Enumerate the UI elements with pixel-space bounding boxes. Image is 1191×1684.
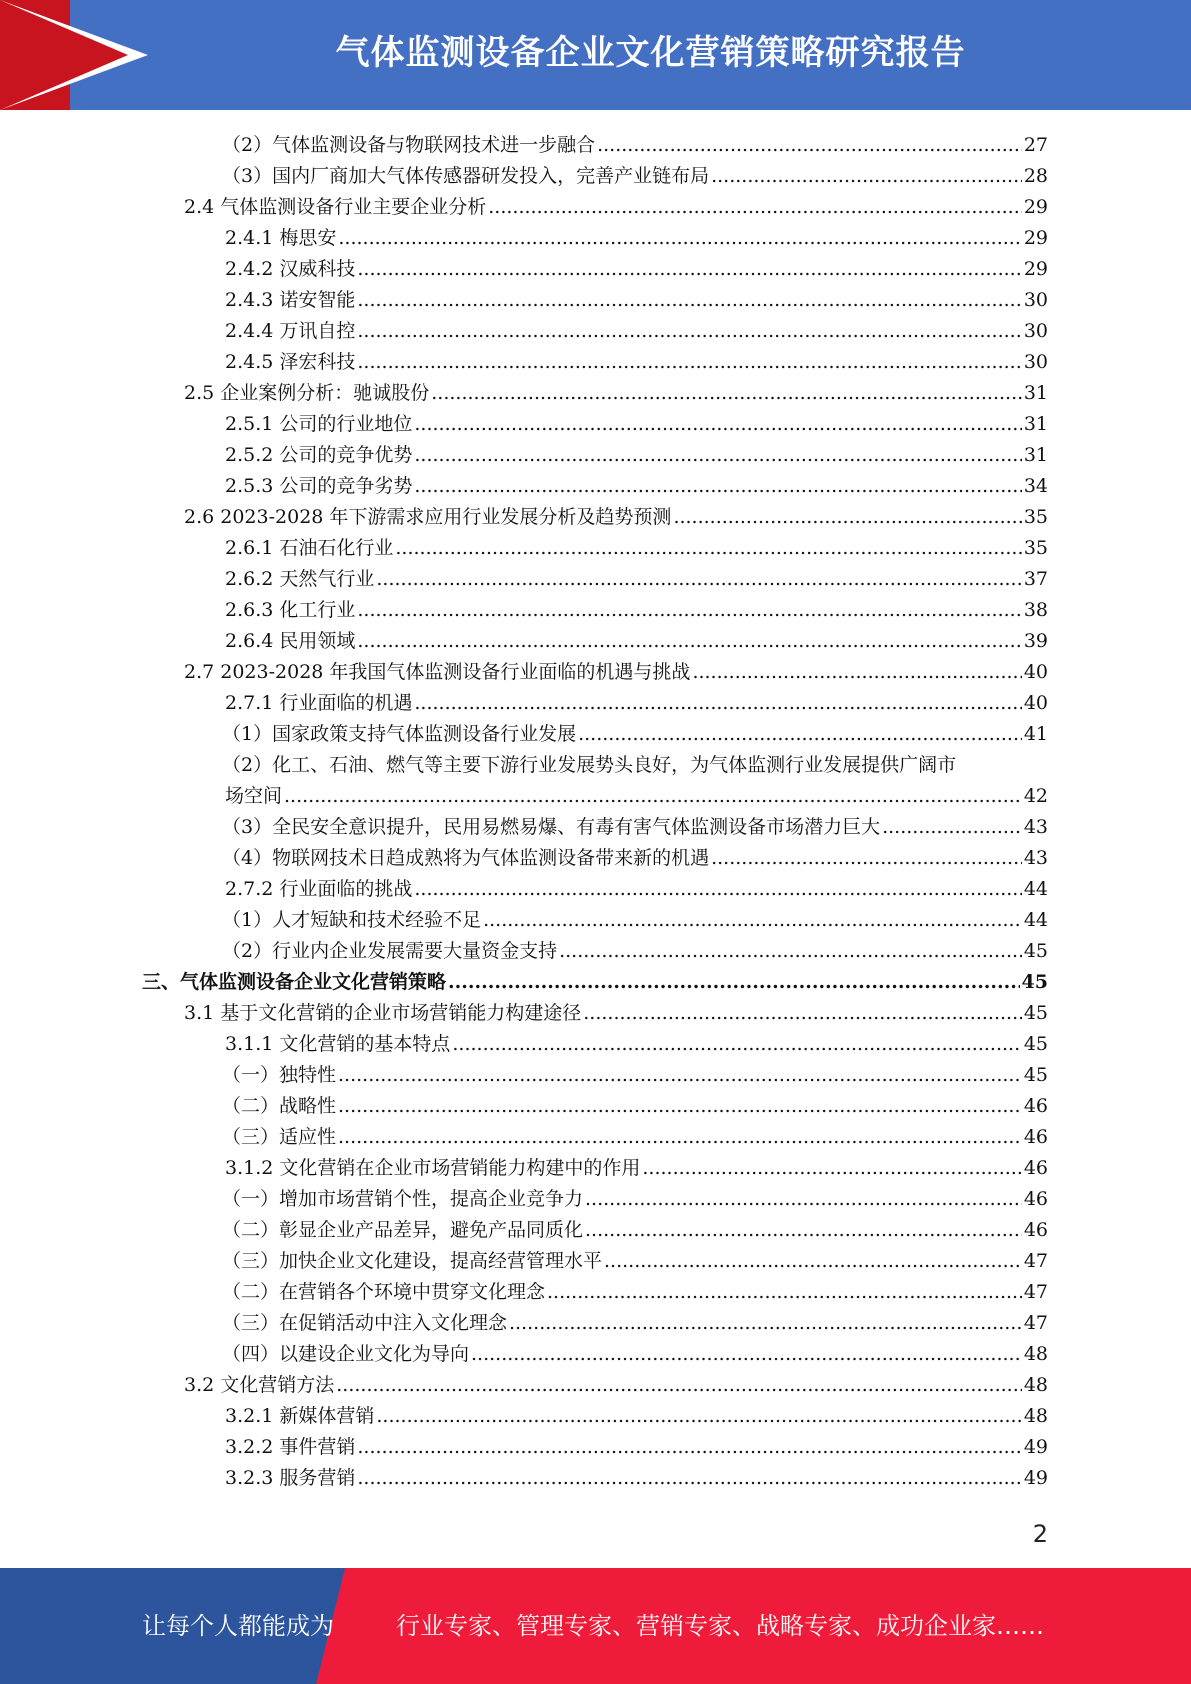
toc-leader xyxy=(357,350,1021,374)
toc-entry[interactable] xyxy=(222,808,1048,839)
toc-entry-label: （四）以建设企业文化为导向 xyxy=(222,1343,470,1365)
toc-entry-label: 2.6.2 天然气行业 xyxy=(225,568,375,590)
toc-entry-page: 46 xyxy=(1023,1126,1048,1148)
toc-leader xyxy=(376,1404,1021,1428)
toc-entry[interactable] xyxy=(225,250,1048,281)
toc-entry-label: （4）物联网技术日趋成熟将为气体监测设备带来新的机遇 xyxy=(222,847,710,869)
toc-entry-label: （二）战略性 xyxy=(222,1095,337,1117)
toc-entry[interactable] xyxy=(225,1025,1048,1056)
toc-entry-page: 42 xyxy=(1023,785,1048,807)
toc-entry-label: （一）增加市场营销个性，提高企业竞争力 xyxy=(222,1188,584,1210)
toc-entry-page: 27 xyxy=(1023,134,1048,156)
toc-entry[interactable] xyxy=(222,932,1048,963)
toc-entry[interactable] xyxy=(222,1211,1048,1242)
toc-entry-page: 29 xyxy=(1023,258,1048,280)
footer-slogan-right: 行业专家、管理专家、营销专家、战略专家、成功企业家…… xyxy=(396,1612,1044,1640)
toc-entry-page: 47 xyxy=(1023,1281,1048,1303)
toc-entry[interactable] xyxy=(222,1118,1048,1149)
toc-entry-page: 49 xyxy=(1023,1467,1048,1489)
toc-leader xyxy=(488,195,1022,219)
toc-entry-label: 2.7.1 行业面临的机遇 xyxy=(225,692,413,714)
toc-entry[interactable] xyxy=(225,591,1048,622)
toc-entry[interactable] xyxy=(184,188,1048,219)
toc-entry-label: 2.4.5 泽宏科技 xyxy=(225,351,356,373)
toc-entry-page: 40 xyxy=(1023,661,1048,683)
toc-leader xyxy=(336,1373,1022,1397)
toc-entry-label: 2.4.2 汉威科技 xyxy=(225,258,356,280)
toc-entry-label: （三）在促销活动中注入文化理念 xyxy=(222,1312,508,1334)
toc-leader xyxy=(642,1156,1021,1180)
toc-entry[interactable] xyxy=(225,870,1048,901)
toc-entry-page: 45 xyxy=(1023,1002,1048,1024)
toc-entry[interactable] xyxy=(225,312,1048,343)
toc-entry-label: 2.5 企业案例分析：驰诚股份 xyxy=(184,382,430,404)
page-number: 2 xyxy=(1032,1520,1048,1548)
toc-entry-page: 41 xyxy=(1023,723,1048,745)
toc-leader xyxy=(414,474,1021,498)
page-header xyxy=(0,0,1191,110)
toc-entry-label: 3.2.3 服务营销 xyxy=(225,1467,356,1489)
toc-entry-label: 2.4.3 诺安智能 xyxy=(225,289,356,311)
toc-chapter-entry[interactable] xyxy=(142,963,1048,994)
toc-entry-page: 31 xyxy=(1023,413,1048,435)
toc-entry[interactable] xyxy=(222,1180,1048,1211)
toc-entry-page: 31 xyxy=(1023,444,1048,466)
toc-entry-label: 2.4.4 万讯自控 xyxy=(225,320,356,342)
toc-entry[interactable] xyxy=(184,374,1048,405)
page-footer xyxy=(0,1568,1191,1684)
toc-entry[interactable] xyxy=(222,839,1048,870)
toc-entry-page: 49 xyxy=(1023,1436,1048,1458)
toc-leader xyxy=(585,1218,1022,1242)
toc-leader xyxy=(376,567,1021,591)
toc-leader xyxy=(483,908,1022,932)
toc-leader xyxy=(585,1187,1022,1211)
toc-leader xyxy=(357,629,1021,653)
toc-entry-page: 45 xyxy=(1023,1033,1048,1055)
toc-leader xyxy=(338,226,1021,250)
toc-entry-label: 3.2 文化营销方法 xyxy=(184,1374,335,1396)
toc-entry-page: 31 xyxy=(1023,382,1048,404)
toc-entry[interactable] xyxy=(225,343,1048,374)
toc-entry-label: 三、气体监测设备企业文化营销策略 xyxy=(142,971,447,993)
toc-entry[interactable] xyxy=(225,1459,1048,1490)
toc-entry[interactable] xyxy=(222,157,1048,188)
toc-entry-page: 46 xyxy=(1023,1157,1048,1179)
toc-leader xyxy=(578,722,1022,746)
toc-entry-page: 38 xyxy=(1023,599,1048,621)
toc-entry[interactable] xyxy=(222,1056,1048,1087)
toc-leader xyxy=(711,164,1022,188)
toc-leader xyxy=(448,970,1020,994)
toc-entry-label: 3.1.1 文化营销的基本特点 xyxy=(225,1033,451,1055)
toc-leader xyxy=(471,1342,1022,1366)
toc-entry-label: （3）国内厂商加大气体传感器研发投入，完善产业链布局 xyxy=(222,165,710,187)
toc-entry-page: 45 xyxy=(1023,1064,1048,1086)
toc-entry-label: （1）人才短缺和技术经验不足 xyxy=(222,909,482,931)
toc-entry-label: （3）全民安全意识提升，民用易燃易爆、有毒有害气体监测设备市场潜力巨大 xyxy=(222,816,881,838)
toc-entry-page: 43 xyxy=(1023,816,1048,838)
toc-leader xyxy=(357,598,1021,622)
toc-entry[interactable] xyxy=(222,126,1048,157)
toc-entry-page: 29 xyxy=(1023,227,1048,249)
toc-entry-label: 2.6.4 民用领域 xyxy=(225,630,356,652)
toc-entry-page: 35 xyxy=(1023,537,1048,559)
toc-entry[interactable] xyxy=(225,405,1048,436)
toc-leader xyxy=(284,784,1022,808)
toc-leader xyxy=(604,1249,1022,1273)
toc-entry[interactable] xyxy=(225,1428,1048,1459)
toc-entry[interactable] xyxy=(225,219,1048,250)
report-title: 气体监测设备企业文化营销策略研究报告 xyxy=(335,33,966,73)
toc-entry-label: 2.4 气体监测设备行业主要企业分析 xyxy=(184,196,487,218)
toc-entry-page: 48 xyxy=(1023,1374,1048,1396)
toc-entry-page: 34 xyxy=(1023,475,1048,497)
toc-entry-label: （二）彰显企业产品差异，避免产品同质化 xyxy=(222,1219,584,1241)
toc-entry-page: 30 xyxy=(1023,320,1048,342)
toc-entry[interactable] xyxy=(225,529,1048,560)
toc-entry[interactable] xyxy=(222,1242,1048,1273)
toc-entry-page: 44 xyxy=(1023,909,1048,931)
toc-entry[interactable] xyxy=(222,1304,1048,1335)
toc-entry[interactable] xyxy=(225,1149,1048,1180)
toc-entry-label: 2.6.1 石油石化行业 xyxy=(225,537,394,559)
toc-entry[interactable] xyxy=(184,498,1048,529)
toc-leader xyxy=(559,939,1022,963)
toc-leader xyxy=(357,257,1021,281)
toc-entry-label: （一）独特性 xyxy=(222,1064,337,1086)
toc-entry-label: （2）行业内企业发展需要大量资金支持 xyxy=(222,940,558,962)
toc-entry-label: 2.7 2023-2028 年我国气体监测设备行业面临的机遇与挑战 xyxy=(184,661,691,683)
toc-entry-label: （2）气体监测设备与物联网技术进一步融合 xyxy=(222,134,596,156)
toc-leader xyxy=(338,1063,1022,1087)
toc-entry-label: 3.1 基于文化营销的企业市场营销能力构建途径 xyxy=(184,1002,582,1024)
toc-entry-page: 47 xyxy=(1023,1312,1048,1334)
toc-entry-label: （三）加快企业文化建设，提高经营管理水平 xyxy=(222,1250,603,1272)
toc-leader xyxy=(414,691,1021,715)
toc-entry[interactable] xyxy=(225,436,1048,467)
toc-entry[interactable] xyxy=(225,777,1048,808)
toc-leader xyxy=(692,660,1021,684)
toc-entry-label: 2.6.3 化工行业 xyxy=(225,599,356,621)
toc-leader xyxy=(414,443,1021,467)
toc-entry[interactable] xyxy=(184,994,1048,1025)
toc-entry[interactable] xyxy=(225,684,1048,715)
toc-entry-page: 45 xyxy=(1023,940,1048,962)
toc-leader xyxy=(395,536,1021,560)
toc-entry-page: 30 xyxy=(1023,289,1048,311)
toc-entry[interactable] xyxy=(184,1366,1048,1397)
toc-leader xyxy=(357,1435,1021,1459)
toc-entry-label: 3.2.1 新媒体营销 xyxy=(225,1405,375,1427)
toc-leader xyxy=(583,1001,1022,1025)
toc-entry-page: 46 xyxy=(1023,1188,1048,1210)
toc-leader xyxy=(357,288,1021,312)
toc-entry-label: 2.6 2023-2028 年下游需求应用行业发展分析及趋势预测 xyxy=(184,506,672,528)
toc-entry-page: 48 xyxy=(1023,1405,1048,1427)
toc-entry[interactable] xyxy=(222,901,1048,932)
toc-entry[interactable] xyxy=(225,622,1048,653)
toc-entry[interactable] xyxy=(222,715,1048,746)
toc-entry-page: 48 xyxy=(1023,1343,1048,1365)
toc-leader xyxy=(431,381,1022,405)
toc-leader xyxy=(338,1094,1022,1118)
toc-entry[interactable] xyxy=(225,281,1048,312)
toc-entry[interactable] xyxy=(225,467,1048,498)
toc-leader xyxy=(882,815,1022,839)
toc-entry[interactable] xyxy=(225,1397,1048,1428)
toc-entry[interactable] xyxy=(222,1087,1048,1118)
toc-entry-label: （2）化工、石油、燃气等主要下游行业发展势头良好，为气体监测行业发展提供广阔市 xyxy=(222,754,957,776)
footer-slogan-left: 让每个人都能成为 xyxy=(142,1612,334,1640)
toc-entry-label: 2.7.2 行业面临的挑战 xyxy=(225,878,413,900)
toc-leader xyxy=(597,133,1022,157)
toc-entry-page: 46 xyxy=(1023,1095,1048,1117)
toc-leader xyxy=(357,1466,1021,1490)
toc-entry[interactable] xyxy=(225,560,1048,591)
toc-entry-label: 3.1.2 文化营销在企业市场营销能力构建中的作用 xyxy=(225,1157,641,1179)
toc-entry-page: 30 xyxy=(1023,351,1048,373)
toc-entry-label: （1）国家政策支持气体监测设备行业发展 xyxy=(222,723,577,745)
toc-entry-page: 40 xyxy=(1023,692,1048,714)
toc-entry-label: 场空间 xyxy=(225,785,283,807)
toc-entry-page: 43 xyxy=(1023,847,1048,869)
toc-entry-page: 46 xyxy=(1023,1219,1048,1241)
toc-leader xyxy=(673,505,1021,529)
toc-entry-label: 2.5.1 公司的行业地位 xyxy=(225,413,413,435)
toc-entry-page: 39 xyxy=(1023,630,1048,652)
toc-leader xyxy=(414,877,1021,901)
toc-leader xyxy=(711,846,1022,870)
toc-entry-label: 2.5.2 公司的竞争优势 xyxy=(225,444,413,466)
toc-entry-label: 2.4.1 梅思安 xyxy=(225,227,337,249)
toc-entry-page: 45 xyxy=(1021,971,1048,993)
toc-entry-page: 44 xyxy=(1023,878,1048,900)
toc-entry-page: 37 xyxy=(1023,568,1048,590)
toc-entry-label: （二）在营销各个环境中贯穿文化理念 xyxy=(222,1281,546,1303)
toc-entry-wrapped-first-line[interactable] xyxy=(222,746,1048,777)
toc-leader xyxy=(509,1311,1022,1335)
toc-leader xyxy=(414,412,1021,436)
toc-entry-page: 35 xyxy=(1023,506,1048,528)
toc-entry[interactable] xyxy=(222,1335,1048,1366)
toc-entry-label: 3.2.2 事件营销 xyxy=(225,1436,356,1458)
toc-entry-page: 28 xyxy=(1023,165,1048,187)
toc-entry[interactable] xyxy=(184,653,1048,684)
header-arrow-icon xyxy=(0,0,128,110)
toc-entry-page: 47 xyxy=(1023,1250,1048,1272)
toc-leader xyxy=(452,1032,1021,1056)
toc-entry[interactable] xyxy=(222,1273,1048,1304)
toc-leader xyxy=(357,319,1021,343)
toc-leader xyxy=(338,1125,1022,1149)
toc-entry-page: 29 xyxy=(1023,196,1048,218)
toc-entry-label: 2.5.3 公司的竞争劣势 xyxy=(225,475,413,497)
toc-leader xyxy=(547,1280,1022,1304)
toc-entry-label: （三）适应性 xyxy=(222,1126,337,1148)
